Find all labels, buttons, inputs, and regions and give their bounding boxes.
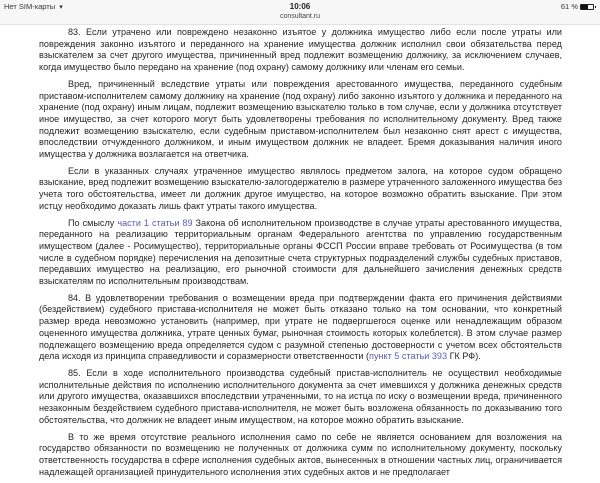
paragraph-pledge: [39, 166, 562, 213]
wifi-icon: ▾: [59, 4, 63, 11]
paragraph-text: В то же время отсутствие реального исполнения само по себе не является основанием для возложения на государство обязанности по возмещению не полученных от должника сумм по исполнительному документу, поскольку ответственность государства в сфере исполнения судебных актов, вынесенных в отношении частных лиц, ограничивается надлежащей организацией принудительного исполнения этих судебных актов и не предполагает: [39, 431, 562, 477]
paragraph-83: [39, 27, 562, 74]
paragraph-text: ГК РФ).: [447, 351, 481, 362]
link-article-393-clause-5[interactable]: пункт 5 статьи 393: [369, 351, 448, 362]
paragraph-text: По смыслу: [68, 217, 118, 228]
paragraph-text: Закона об исполнительном производстве в случае утраты арестованного имущества, переданного на реализацию территориальным органам Федерального агентства по управлению государственным имуществом (далее - Росимущество), территориальные органы ФССП России вправе требовать от Росимущества (в том числе в судебном порядке) перечисления на депозитные счета структурных подразделений службы судебных приставов, передавших имущество на реализацию, его рыночной стоимости для дальнейшего зачисления денежных средств взыскателям по исполнительным производствам.: [39, 217, 562, 287]
battery-percent: 61 %: [560, 2, 578, 11]
paragraph-text: 83. Если утрачено или повреждено незаконно изъятое у должника имущество либо если после утраты или повреждения законно изъятого и переданного на хранение имущества должник исполнил свои обязательства перед взыскателем за счет другого имущества, причиненный вред подлежит возмещению должнику, за исключением случаев, когда имущество было передано на хранение (под охрану) самому должнику или членам его семьи.: [39, 27, 562, 73]
paragraph-rosimushchestvo: [39, 218, 562, 288]
battery-status: [561, 2, 594, 11]
paragraph-85: [39, 368, 562, 427]
paragraph-text: 85. Если в ходе исполнительного производства судебный пристав-исполнитель не осуществил необходимые исполнительные действия по исполнению исполнительного документа за счет имевшихся у должника денежных средств или другого имущества, оказавшихся впоследствии утраченными, то на истца по иску о возмещении вреда, причиненного незаконным бездействием судебного пристава-исполнителя, не может быть возложена обязанность по доказыванию того обстоятельства, что должник не владеет иным имуществом, на которое можно обратить взыскание.: [39, 367, 562, 425]
address-bar-url[interactable]: consultant.ru: [279, 13, 321, 20]
link-article-89-part-1[interactable]: части 1 статьи 89: [117, 217, 193, 228]
clock: 10:06: [289, 2, 311, 11]
paragraph-text: 84. В удовлетворении требования о возмещении вреда при подтверждении факта его причинения действиями (бездействием) судебного пристава-исполнителя не может быть отказано только на том основании, что конкретный размер вреда невозможно установить (например, при утрате не подвергшегося оценке или ненадлежащим образом оцененного имущества должника, утрате ценных бумаг, рыночная стоимость которых колеблется). В этом случае размер подлежащего возмещению вреда определяется судом с разумной степенью достоверности с учетом всех обстоятельств дела исходя из принципа справедливости и соразмерности ответственности (: [39, 292, 562, 362]
paragraph-text: Вред, причиненный вследствие утраты или повреждения арестованного имущества, переданного судебным приставом-исполнителем самому должнику на хранение (под охрану) либо законно изъятого у должника и переданного на хранение (под охрану) иным лицам, подлежит возмещению взыскателю только в том случае, если у должника отсутствует иное имущество, за счет которого могут быть удовлетворены требования по исполнительному документу. Вред также подлежит возмещению взыскателю, если судебным приставом-исполнителем был незаконно снят арест с имущества, впоследствии отчужденного должником, и иным имуществом должник не владеет. Бремя доказывания наличия иного имущества у должника возлагается на ответчика.: [39, 78, 562, 160]
paragraph-damage-recovery: [39, 79, 562, 161]
carrier-label: Нет SIM-карты: [4, 2, 56, 11]
battery-fill: [581, 5, 588, 9]
status-bar: [0, 0, 600, 25]
paragraph-84: [39, 293, 562, 363]
document-body: [39, 27, 562, 483]
battery-icon: [580, 4, 594, 10]
paragraph-state-liability: [39, 432, 562, 479]
paragraph-text: Если в указанных случаях утраченное имущество являлось предметом залога, на которое судом обращено взыскание, вред подлежит возмещению взыскателю-залогодержателю в размере утраченного заложенного имущества без учета того обстоятельства, имеет ли должник другое имущество, на которое возможно обратить взыскание. При этом истцу необходимо доказать лишь факт утраты такого имущества.: [39, 165, 562, 211]
